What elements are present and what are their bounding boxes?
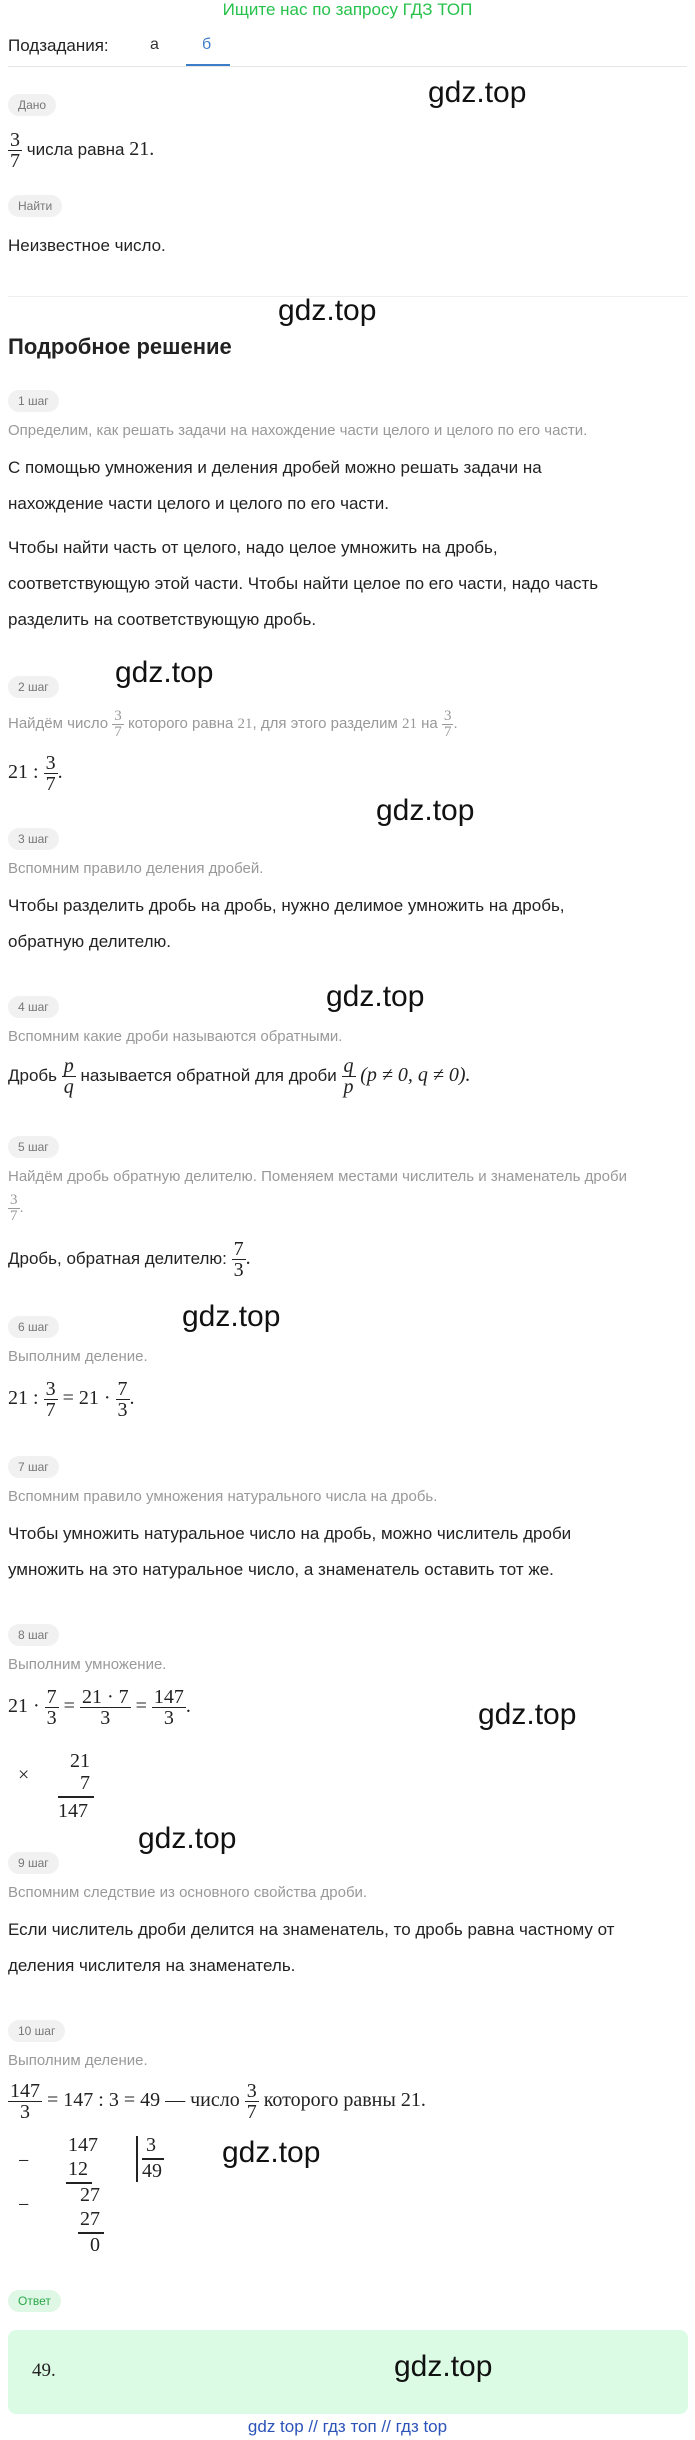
watermark: gdz.top <box>376 794 475 827</box>
step-3-text-line: обратную делителю. <box>8 932 171 951</box>
column-division: − 147 3 49 12 − 27 27 0 <box>18 2134 162 2256</box>
step-10-chip: 10 шаг <box>8 2020 65 2042</box>
step-6-chip: 6 шаг <box>8 1316 59 1338</box>
step-8-chip: 8 шаг <box>8 1624 59 1646</box>
step-9-text-line: деления числителя на знаменатель. <box>8 1956 296 1975</box>
step-7-text-line: умножить на это натуральное число, а знаменатель оставить тот же. <box>8 1560 554 1579</box>
tab-b[interactable]: б <box>202 36 212 53</box>
answer-box <box>8 2330 688 2414</box>
step-1-text-line: Чтобы найти часть от целого, надо целое умножить на дробь, <box>8 538 498 557</box>
answer-value: 49. <box>32 2360 56 2381</box>
active-tab-indicator <box>186 64 230 66</box>
step-7-chip: 7 шаг <box>8 1456 59 1478</box>
footer-links[interactable]: gdz top // гдз топ // гдз top <box>247 2417 448 2436</box>
step-4-chip: 4 шаг <box>8 996 59 1018</box>
tab-a[interactable]: а <box>150 36 159 53</box>
solution-title: Подробное решение <box>8 334 232 359</box>
step-1-text-line: С помощью умножения и деления дробей можно решать задачи на <box>8 458 542 477</box>
step-1-text-line: разделить на соответствующую дробь. <box>8 610 317 629</box>
watermark: gdz.top <box>115 656 214 689</box>
step-6-expression: 21 : $\frac{3}{7}$ = 21 · $\frac{7}{3}$ . <box>8 1377 135 1421</box>
step-2-chip: 2 шаг <box>8 676 59 698</box>
step-7-text-line: Чтобы умножить натуральное число на дробь, можно числитель дроби <box>8 1524 572 1543</box>
step-3-chip: 3 шаг <box>8 828 59 850</box>
step-10-expression: $\frac{147}{3}$ = 147 : 3 = 49 — число $\frac{3}{7}$ которого равны 21. <box>10 2079 426 2123</box>
step-10-hint: Выполним деление. <box>8 2052 148 2069</box>
watermark: gdz.top <box>222 2136 321 2169</box>
find-text: Неизвестное число. <box>8 236 166 255</box>
column-multiplication: × 21 7 147 <box>18 1750 98 1830</box>
step-2-hint: Найдём число $\frac{3}{7}$ которого равна 21, для этого разделим 21 на $\frac{3}{7}$ . <box>8 707 458 740</box>
step-6-hint: Выполним деление. <box>8 1348 148 1365</box>
step-9-text-line: Если числитель дроби делится на знаменатель, то дробь равна частному от <box>8 1920 615 1939</box>
step-5-text: Дробь, обратная делителю: $\frac{7}{3}$ . <box>8 1238 251 1282</box>
search-banner[interactable]: Ищите нас по запросу ГДЗ ТОП <box>222 0 473 19</box>
subtasks-label: Подзадания: <box>8 36 109 55</box>
step-7-hint: Вспомним правило умножения натурального числа на дробь. <box>8 1488 438 1505</box>
step-4-hint: Вспомним какие дроби называются обратными. <box>8 1028 343 1045</box>
answer-chip: Ответ <box>8 2290 61 2312</box>
step-5-chip: 5 шаг <box>8 1136 59 1158</box>
watermark: gdz.top <box>478 1698 577 1731</box>
step-9-hint: Вспомним следствие из основного свойства дроби. <box>8 1884 368 1901</box>
step-9-chip: 9 шаг <box>8 1852 59 1874</box>
step-8-hint: Выполним умножение. <box>8 1656 167 1673</box>
step-8-expression: 21 · $\frac{7}{3}$ = $\frac{21 \cdot 7}{3}$ = $\frac{147}{3}$ . <box>8 1685 191 1729</box>
watermark: gdz.top <box>138 1822 237 1855</box>
step-1-chip: 1 шаг <box>8 390 59 412</box>
step-3-text-line: Чтобы разделить дробь на дробь, нужно делимое умножить на дробь, <box>8 896 565 915</box>
given-fraction: $\frac{3}{7}$ <box>10 129 20 173</box>
find-chip: Найти <box>8 195 62 217</box>
step-1-hint: Определим, как решать задачи на нахождение части целого и целого по его части. <box>8 422 588 439</box>
subtasks-bar <box>8 30 687 67</box>
step-1-text-line: нахождение части целого и целого по его части. <box>8 494 389 513</box>
step-3-hint: Вспомним правило деления дробей. <box>8 860 264 877</box>
step-4-text: Дробь $\frac{p}{q}$ называется обратной для дроби $\frac{q}{p}$ (p ≠ 0, q ≠ 0). <box>8 1055 471 1099</box>
given-text: $\frac{3}{7}$ числа равна 21. <box>10 129 155 173</box>
step-2-expression: 21 : $\frac{3}{7}$ . <box>8 751 63 795</box>
watermark: gdz.top <box>278 294 377 327</box>
watermark: gdz.top <box>182 1300 281 1333</box>
given-chip: Дано <box>8 94 56 116</box>
watermark: gdz.top <box>394 2350 493 2383</box>
watermark: gdz.top <box>428 76 527 109</box>
step-1-text-line: соответствующую этой части. Чтобы найти целое по его части, надо часть <box>8 574 599 593</box>
step-5-hint: Найдём дробь обратную делителю. Поменяем местами числитель и знаменатель дроби <box>8 1168 627 1185</box>
watermark: gdz.top <box>326 980 425 1013</box>
step-5-hint-fraction: $\frac{3}{7}$ . <box>10 1191 24 1224</box>
